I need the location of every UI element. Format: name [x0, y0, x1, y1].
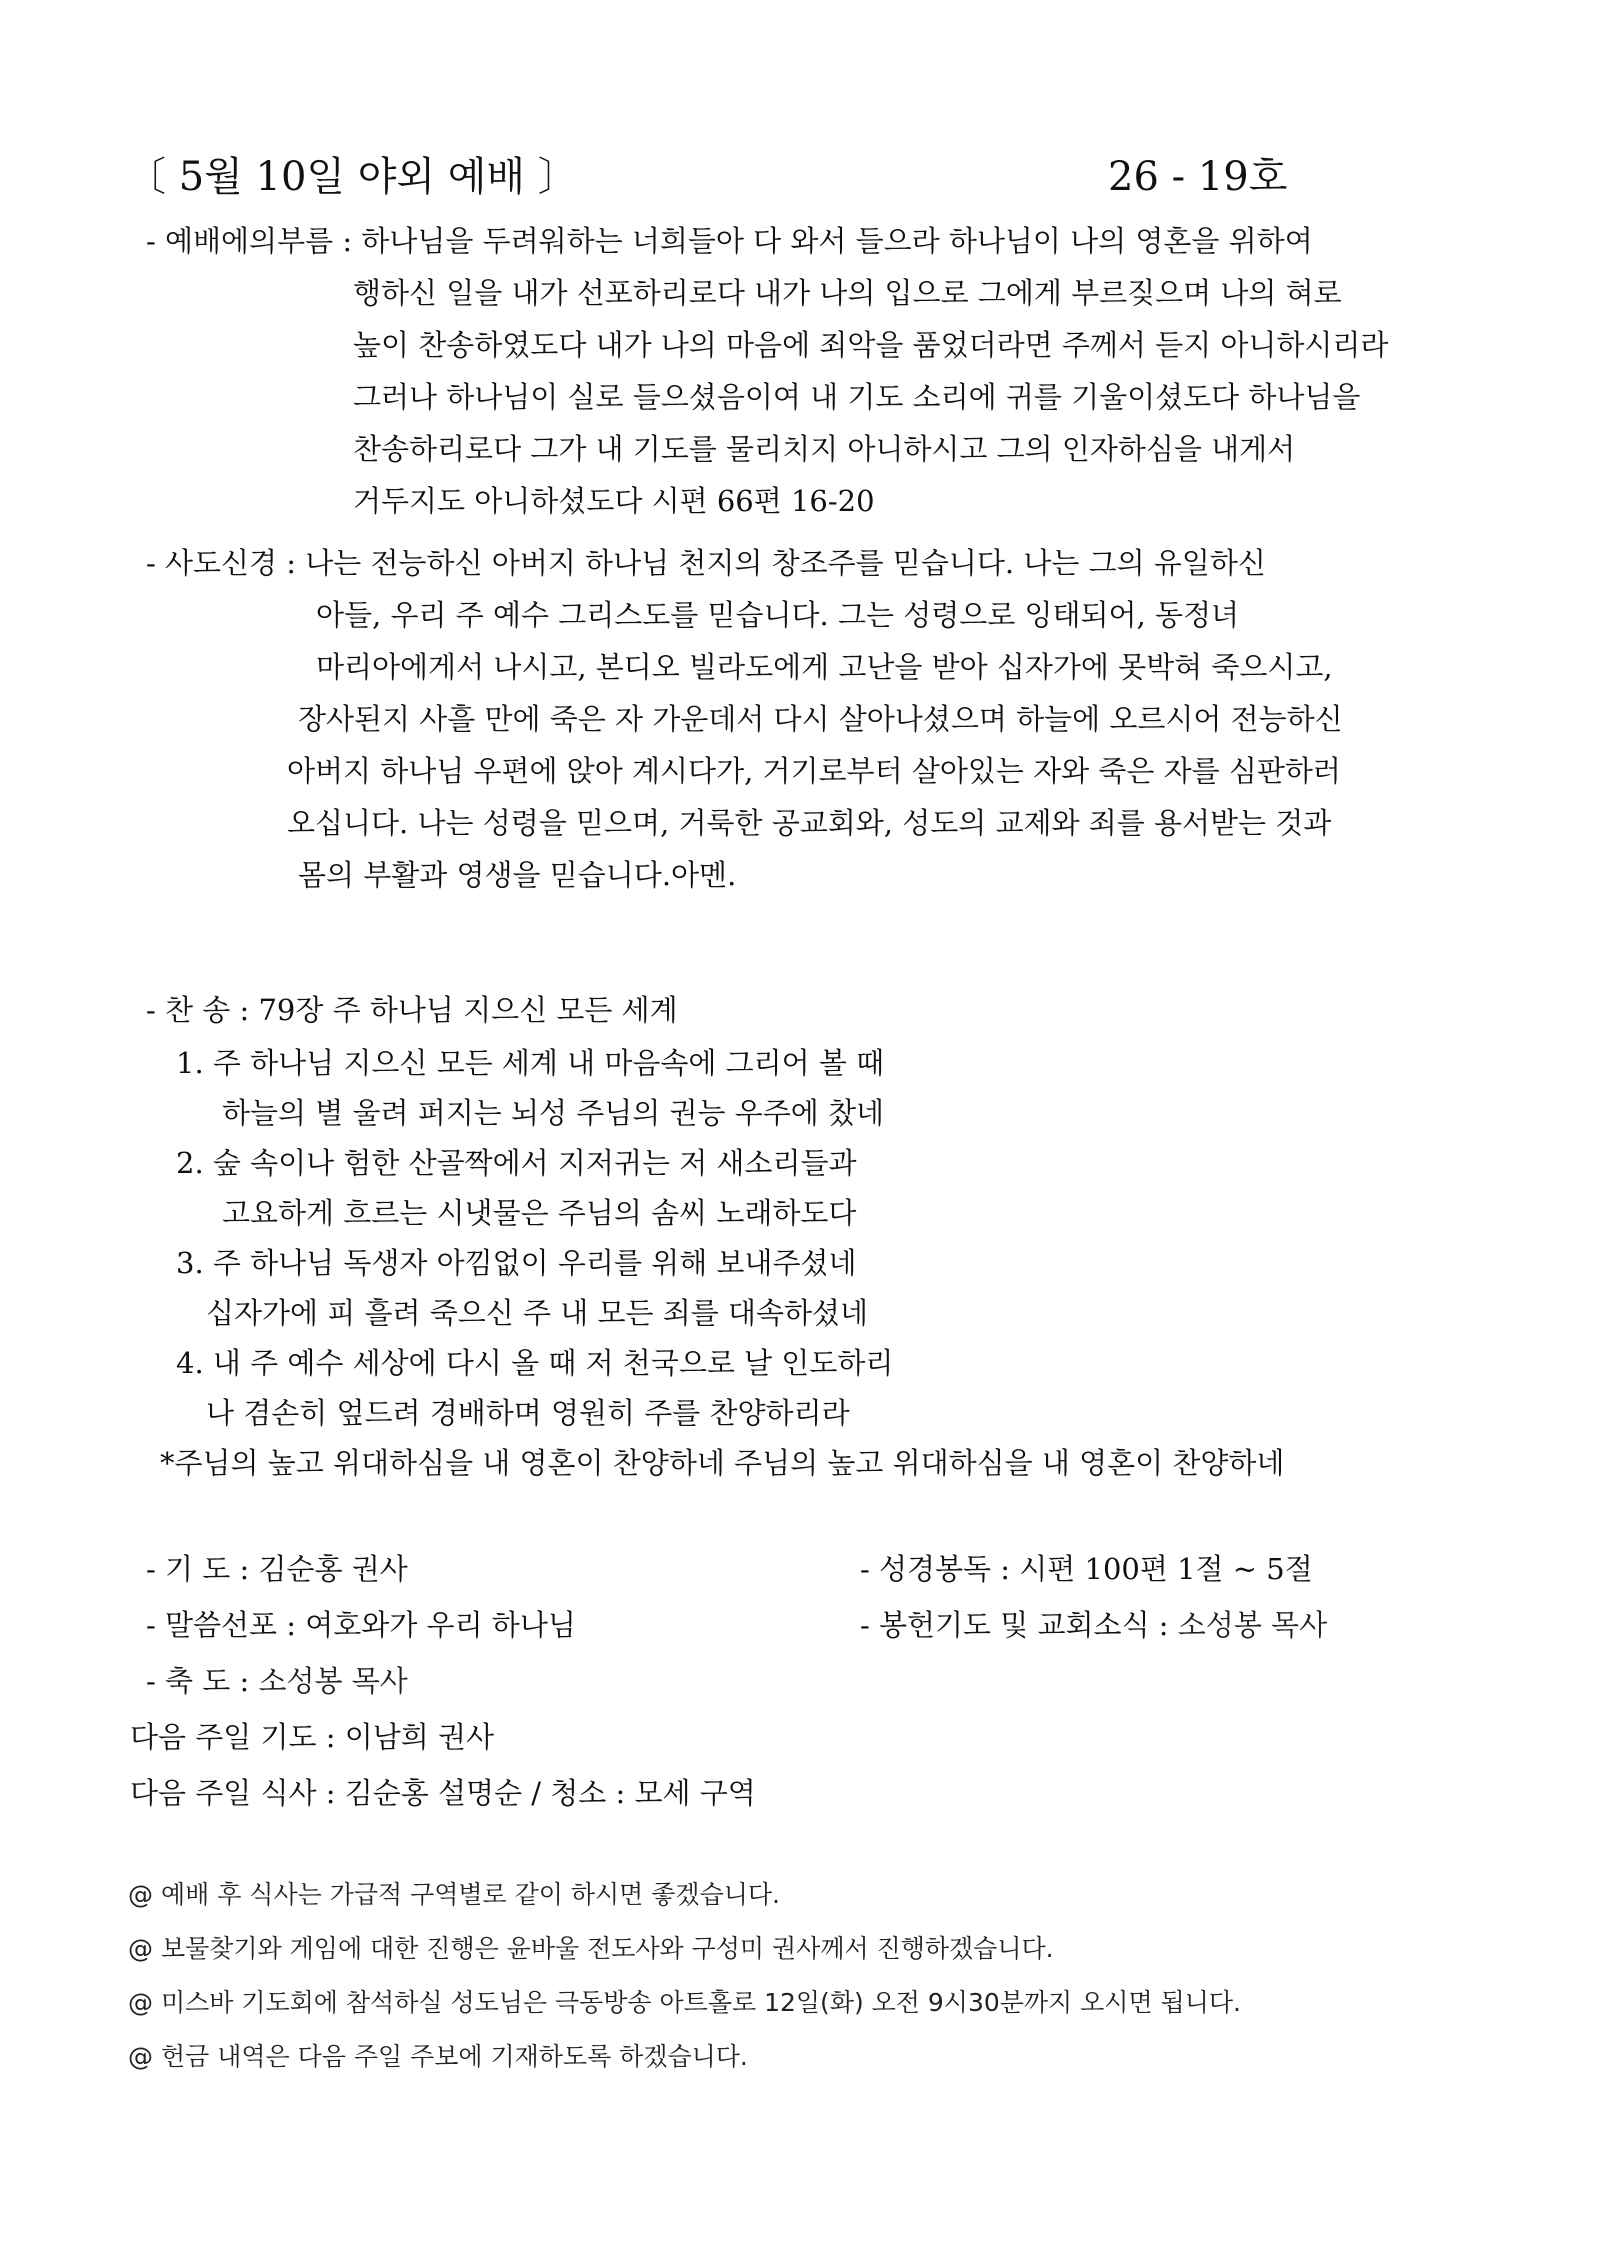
benediction-name: 소성봉 목사: [258, 1664, 408, 1698]
hymn-line: 1. 주 하나님 지으신 모든 세계 내 마음속에 그리어 볼 때: [176, 1046, 885, 1080]
notice-item: @ 헌금 내역은 다음 주일 주보에 기재하도록 하겠습니다.: [128, 2042, 748, 2071]
hymn-line: 하늘의 별 울려 퍼지는 뇌성 주님의 권능 우주에 찼네: [222, 1096, 885, 1130]
prayer-role: - 기 도 : 김순홍 권사: [146, 1552, 408, 1586]
call-to-worship-line: 그러나 하나님이 실로 들으셨음이여 내 기도 소리에 귀를 기울이셨도다 하나님을: [353, 380, 1361, 414]
creed-line: 아들, 우리 주 예수 그리스도를 믿습니다. 그는 성령으로 잉태되어, 동정녀: [316, 598, 1240, 632]
benediction-role: [146, 1661, 408, 1701]
creed-line: 장사된지 사흘 만에 죽은 자 가운데서 다시 살아나셨으며 하늘에 오르시어 전능하신: [298, 702, 1343, 736]
notice-item: @ 보물찾기와 게임에 대한 진행은 윤바울 전도사와 구성미 권사께서 진행하겠습니다.: [128, 1934, 1054, 1963]
creed-line: 오십니다. 나는 성령을 믿으며, 거룩한 공교회와, 성도의 교제와 죄를 용서받는 것과: [287, 806, 1332, 840]
call-to-worship-line: 높이 찬송하였도다 내가 나의 마음에 죄악을 품었더라면 주께서 듣지 아니하시리라: [353, 328, 1389, 362]
hymn-line: 4. 내 주 예수 세상에 다시 올 때 저 천국으로 날 인도하리: [176, 1346, 894, 1380]
creed-line: 아버지 하나님 우편에 앉아 계시다가, 거기로부터 살아있는 자와 죽은 자를 심판하러: [287, 754, 1341, 788]
call-to-worship-line: - 예배에의부름 : 하나님을 두려워하는 너희들아 다 와서 들으라 하나님이 나의 영혼을 위하여: [146, 224, 1313, 258]
notice-item: @ 예배 후 식사는 가급적 구역별로 같이 하시면 좋겠습니다.: [128, 1880, 780, 1909]
notice-item: @ 미스바 기도회에 참석하실 성도님은 극동방송 아트홀로 12일(화) 오전 9시30분까지 오시면 됩니다.: [128, 1988, 1241, 2017]
hymn-refrain: *주님의 높고 위대하심을 내 영혼이 찬양하네 주님의 높고 위대하심을 내 영혼이 찬양하네: [160, 1446, 1285, 1480]
issue-number: 26 - 19호: [1108, 154, 1288, 200]
offering-prayer-label: - 봉헌기도 및 교회소식 :: [860, 1608, 1178, 1642]
creed-line: - 사도신경 : 나는 전능하신 아버지 하나님 천지의 창조주를 믿습니다. 나는 그의 유일하신: [146, 546, 1266, 580]
scripture-reading-role: - 성경봉독 : 시편 100편 1절 ~ 5절: [860, 1552, 1313, 1586]
hymn-line: 3. 주 하나님 독생자 아낌없이 우리를 위해 보내주셨네: [176, 1246, 857, 1280]
offering-prayer-role: [860, 1605, 1327, 1645]
hymn-line: 2. 숲 속이나 험한 산골짝에서 지저귀는 저 새소리들과: [176, 1146, 857, 1180]
call-to-worship-line: 행하신 일을 내가 선포하리로다 내가 나의 입으로 그에게 부르짖으며 나의 혀로: [353, 276, 1342, 310]
call-to-worship-line: 찬송하리로다 그가 내 기도를 물리치지 아니하시고 그의 인자하심을 내게서: [353, 432, 1296, 466]
hymn-line: 고요하게 흐르는 시냇물은 주님의 솜씨 노래하도다: [222, 1196, 857, 1230]
hymn-line: 나 겸손히 엎드려 경배하며 영원히 주를 찬양하리라: [206, 1396, 850, 1430]
call-to-worship-line: 거두지도 아니하셨도다 시편 66편 16-20: [353, 484, 875, 518]
hymn-line: 십자가에 피 흘려 죽으신 주 내 모든 죄를 대속하셨네: [206, 1296, 869, 1330]
service-title: 〔 5월 10일 야외 예배 〕: [126, 154, 578, 200]
creed-line: 몸의 부활과 영생을 믿습니다.아멘.: [298, 858, 737, 892]
next-week-prayer: 다음 주일 기도 : 이남희 권사: [130, 1720, 495, 1754]
offering-prayer-name: 소성봉 목사: [1177, 1608, 1328, 1642]
next-week-meal-cleaning: 다음 주일 식사 : 김순홍 설명순 / 청소 : 모세 구역: [130, 1776, 756, 1810]
hymn-heading: - 찬 송 : 79장 주 하나님 지으신 모든 세계: [146, 993, 678, 1027]
sermon-role: - 말씀선포 : 여호와가 우리 하나님: [146, 1608, 576, 1642]
benediction-label: - 축 도 :: [146, 1664, 259, 1698]
creed-line: 마리아에게서 나시고, 본디오 빌라도에게 고난을 받아 십자가에 못박혀 죽으시고,: [316, 650, 1333, 684]
